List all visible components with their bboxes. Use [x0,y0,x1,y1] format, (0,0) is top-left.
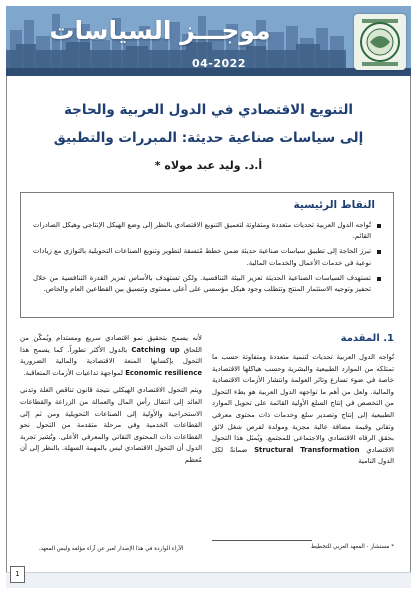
right-column [212,333,394,474]
left-paragraph-1 [20,333,202,379]
intro-paragraph [212,352,394,468]
key-point-text: تُواجه الدول العربية تحديات متعددة ومتفاوتة لتعميق التنويع الاقتصادي بالنظر إلى وضع الهيكل الإنتاجي وهيكل الصادرات القائم. [33,221,371,241]
title-line-1: التنويع الاقتصادي في الدول العربية والحاجة [63,102,354,118]
footnote-divider [212,540,312,541]
disclaimer: الآراء الواردة في هذا الإصدار تُعبر عن آراء مؤلفه وليس المعهد. [38,546,184,552]
intro-paragraph-text: تُواجه الدول العربية تحديات لتنمية متعددة ومتفاوتة حسب ما تمتلكه من الموارد الطبيعية والبشرية وحسب هياكلها الاقتصادية خاصة في ضوء تسارع وتائر العولمة وانتشار الأزمات الاقتصادية والمالية. ولعل من أهم ما تواجهه الدول العربية هو بطء التحول من التخصص في إنتاج السلع الأولية القائمة على تحويل الموارد الطبيعية إلى إنتاج وتصدير سلع وخدمات ذات محتوى معرفي وتقاني وقيمة مضافة عالية مجزية ومولدة لفرص شغل لائق بحقق الرفاه الاقتصادي والاجتماعي للمجتمع. ويُمثل هذا التحول الاقتصادي [212,353,394,454]
economic-resilience-term: Economic resilience [125,368,202,377]
intro-heading: 1. المقدمة [340,333,394,344]
catching-up-term: Catching up [131,345,180,354]
key-point-item [33,273,381,295]
footer-bar [6,572,411,588]
header-banner [6,6,411,76]
intro-paragraph-tail: ضمانةً لكل الدول النامية [212,445,394,466]
article-title [26,96,391,152]
left-paragraph-1-end: بالدول الأكثر تطوراً. كما يسمح هذا التحول بإكسابها المنعة الاقتصادية والمالية الضرورية [20,345,202,366]
left-paragraph-2: ويتم التحول الاقتصادي الهيكلي نتيجة قانون تناقص الغلة وتدني العائد إلى انتقال رأس المال والعمالة من الزراعة والقطاعات الاستخراجية والأولية إلى الصناعات التحويلية ومن ثم إلى القطاعات الخدمية وفي مرحلة متقدمة من التحول نحو القطاعات ذات المحتوى التقاني والمعرفي الأعلى. وتُشير تجربة الدول أن التحول الاقتصادي ليس بالمهمة السهلة. بالنظر إلى أن مُعظم [20,386,202,464]
institute-emblem-icon [354,14,406,70]
bullet-icon [377,224,381,228]
left-paragraph-1-tail: لمواجهة تداعيات الأزمات المتعاقبة. [23,368,123,377]
key-point-item [33,220,381,242]
left-paragraph-1-start: لأنه يسمح بتحقيق نمو اقتصادي سريع ومستدام ويُمكّن من اللحاق [20,334,202,354]
footnote: * مستشار - المعهد العربي للتخطيط [310,544,394,550]
bullet-icon [377,250,381,254]
key-point-text: تبرز الحاجة إلى تطبيق سياسات صناعية حديثة ضمن خطط مُتسقة لتطوير وتنويع الصناعات التحويلية بالتوازي مع زيادات نوعية في خدمات الأعمال والخدمات المالية. [33,247,371,267]
title-line-2: إلى سياسات صناعية حديثة: المبررات والتطبيق [53,130,364,146]
key-points-box [20,192,394,318]
bullet-icon [377,277,381,281]
intro-term: Structural Transformation [254,445,360,454]
arab-planning-institute-logo [354,14,406,70]
issue-number: 04-2022 [192,57,246,70]
page-number: 1 [10,566,25,583]
key-point-item [33,246,381,268]
key-points-heading: النقاط الرئيسية [293,199,375,211]
author-line: أ.د. وليد عبد مولاه * [154,159,263,172]
left-column [20,333,202,473]
series-title: موجـــز السياسات [49,16,271,45]
key-points-list [33,220,381,299]
key-point-text: تستهدف السياسات الصناعية الحديثة تعزيز البيئة التنافسية. ولكن تستهدف بالأساس تعزيز القدرة التنافسية من خلال تحفيز وتوجيه الاستثمار المنتج وتتطلب وجود هيكل مؤسسي على أعلى مستوى وتنسيق بين القطاعين العام والخاص. [33,273,371,294]
